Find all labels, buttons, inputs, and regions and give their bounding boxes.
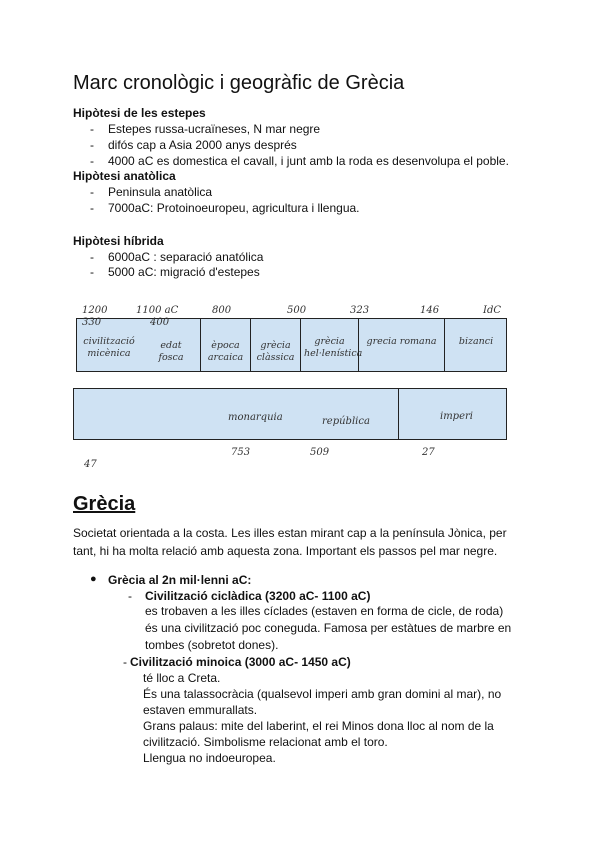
list-item: 5000 aC: migració d'estepes [108, 265, 260, 279]
dash-marker: - [90, 154, 94, 168]
timeline-year: 323 [350, 305, 370, 316]
period-label: època arcaica [207, 340, 244, 363]
minoica-heading: Civilització minoica (3000 aC- 1450 aC) [130, 655, 351, 669]
list-item: 7000aC: Protoinoeuropeu, agricultura i llengua. [108, 201, 360, 215]
timeline-year: 1200 [82, 305, 108, 316]
timeline-year: 1100 aC [136, 305, 179, 316]
period-label: edat fosca [158, 340, 184, 363]
timeline-year: 47 [84, 459, 97, 470]
page-title: Marc cronològic i geogràfic de Grècia [73, 72, 405, 94]
dash-marker: - [90, 265, 94, 279]
text-line: té lloc a Creta. [143, 671, 221, 685]
timeline-year: 400 [150, 317, 170, 328]
cicladica-heading: Civilització ciclàdica (3200 aC- 1100 aC) [145, 589, 371, 603]
period-label: grecia romana [366, 336, 437, 347]
hypothesis-heading-steppes: Hipòtesi de les estepes [73, 106, 206, 120]
bullet-icon: ● [90, 573, 97, 585]
dash-marker: - [90, 201, 94, 215]
period-label: grècia hel·lenística [304, 336, 363, 359]
list-item: 4000 aC es domestica el cavall, i junt amb la roda es desenvolupa el poble. [108, 154, 509, 168]
period-cell [200, 318, 250, 372]
period-cell [76, 318, 142, 372]
timeline-year: 509 [310, 447, 330, 458]
hypothesis-heading-hybrid: Hipòtesi híbrida [73, 234, 164, 248]
dash-marker: - [128, 589, 132, 603]
timeline-year: 330 [82, 317, 102, 328]
timeline-year: 146 [420, 305, 440, 316]
bullet-main: Grècia al 2n mil·lenni aC: [108, 573, 252, 587]
list-item: Peninsula anatòlica [108, 185, 213, 199]
dash-marker: - [90, 122, 94, 136]
text-line: Llengua no indoeuropea. [143, 751, 276, 765]
dash-marker: - [90, 250, 94, 264]
period-cell [142, 318, 200, 372]
period-label: imperi [440, 411, 473, 422]
text-line: es trobaven a les illes cíclades (estaven en forma de cicle, de roda) [145, 604, 504, 618]
period-label: bizanci [458, 336, 494, 347]
text-line: Grans palaus: mite del laberint, el rei Minos dona lloc al nom de la [143, 719, 494, 733]
text-line: estaven emmurallats. [143, 703, 258, 717]
list-item: Estepes russa-ucraïneses, N mar negre [108, 122, 321, 136]
timeline-year: IdC [483, 305, 502, 316]
text-line: civilització. Simbolisme relacionat amb el toro. [143, 735, 388, 749]
timeline-year: 753 [231, 447, 251, 458]
dash-marker: - [123, 655, 127, 669]
hypothesis-heading-anatolian: Hipòtesi anatòlica [73, 169, 176, 183]
period-label: república [322, 416, 370, 427]
period-cell [250, 318, 300, 372]
period-label: civilització micènica [83, 336, 135, 359]
intro-paragraph: Societat orientada a la costa. Les illes estan mirant cap a la península Jònica, per tant, hi ha molta relació amb aquesta zona. Important els passos pel mar negre. [73, 526, 507, 558]
period-divider [398, 388, 399, 440]
text-line: tombes (sobretot dones). [145, 638, 279, 652]
period-cell [358, 318, 444, 372]
dash-marker: - [90, 185, 94, 199]
text-line: és una civilització poc coneguda. Famosa per estàtues de marbre en [145, 621, 512, 635]
list-item: 6000aC : separació anatólica [108, 250, 264, 264]
period-label: grècia clàssica [256, 340, 295, 363]
text-line: És una talassocràcia (qualsevol imperi amb gran domini al mar), no [143, 687, 502, 701]
timeline-year: 27 [422, 447, 435, 458]
section-title: Grècia [73, 493, 136, 515]
dash-marker: - [90, 138, 94, 152]
list-item: difós cap a Asia 2000 anys després [108, 138, 297, 152]
period-cell [444, 318, 507, 372]
period-cell [300, 318, 363, 372]
timeline-year: 800 [212, 305, 232, 316]
timeline-year: 500 [287, 305, 307, 316]
period-label: monarquia [228, 412, 283, 423]
